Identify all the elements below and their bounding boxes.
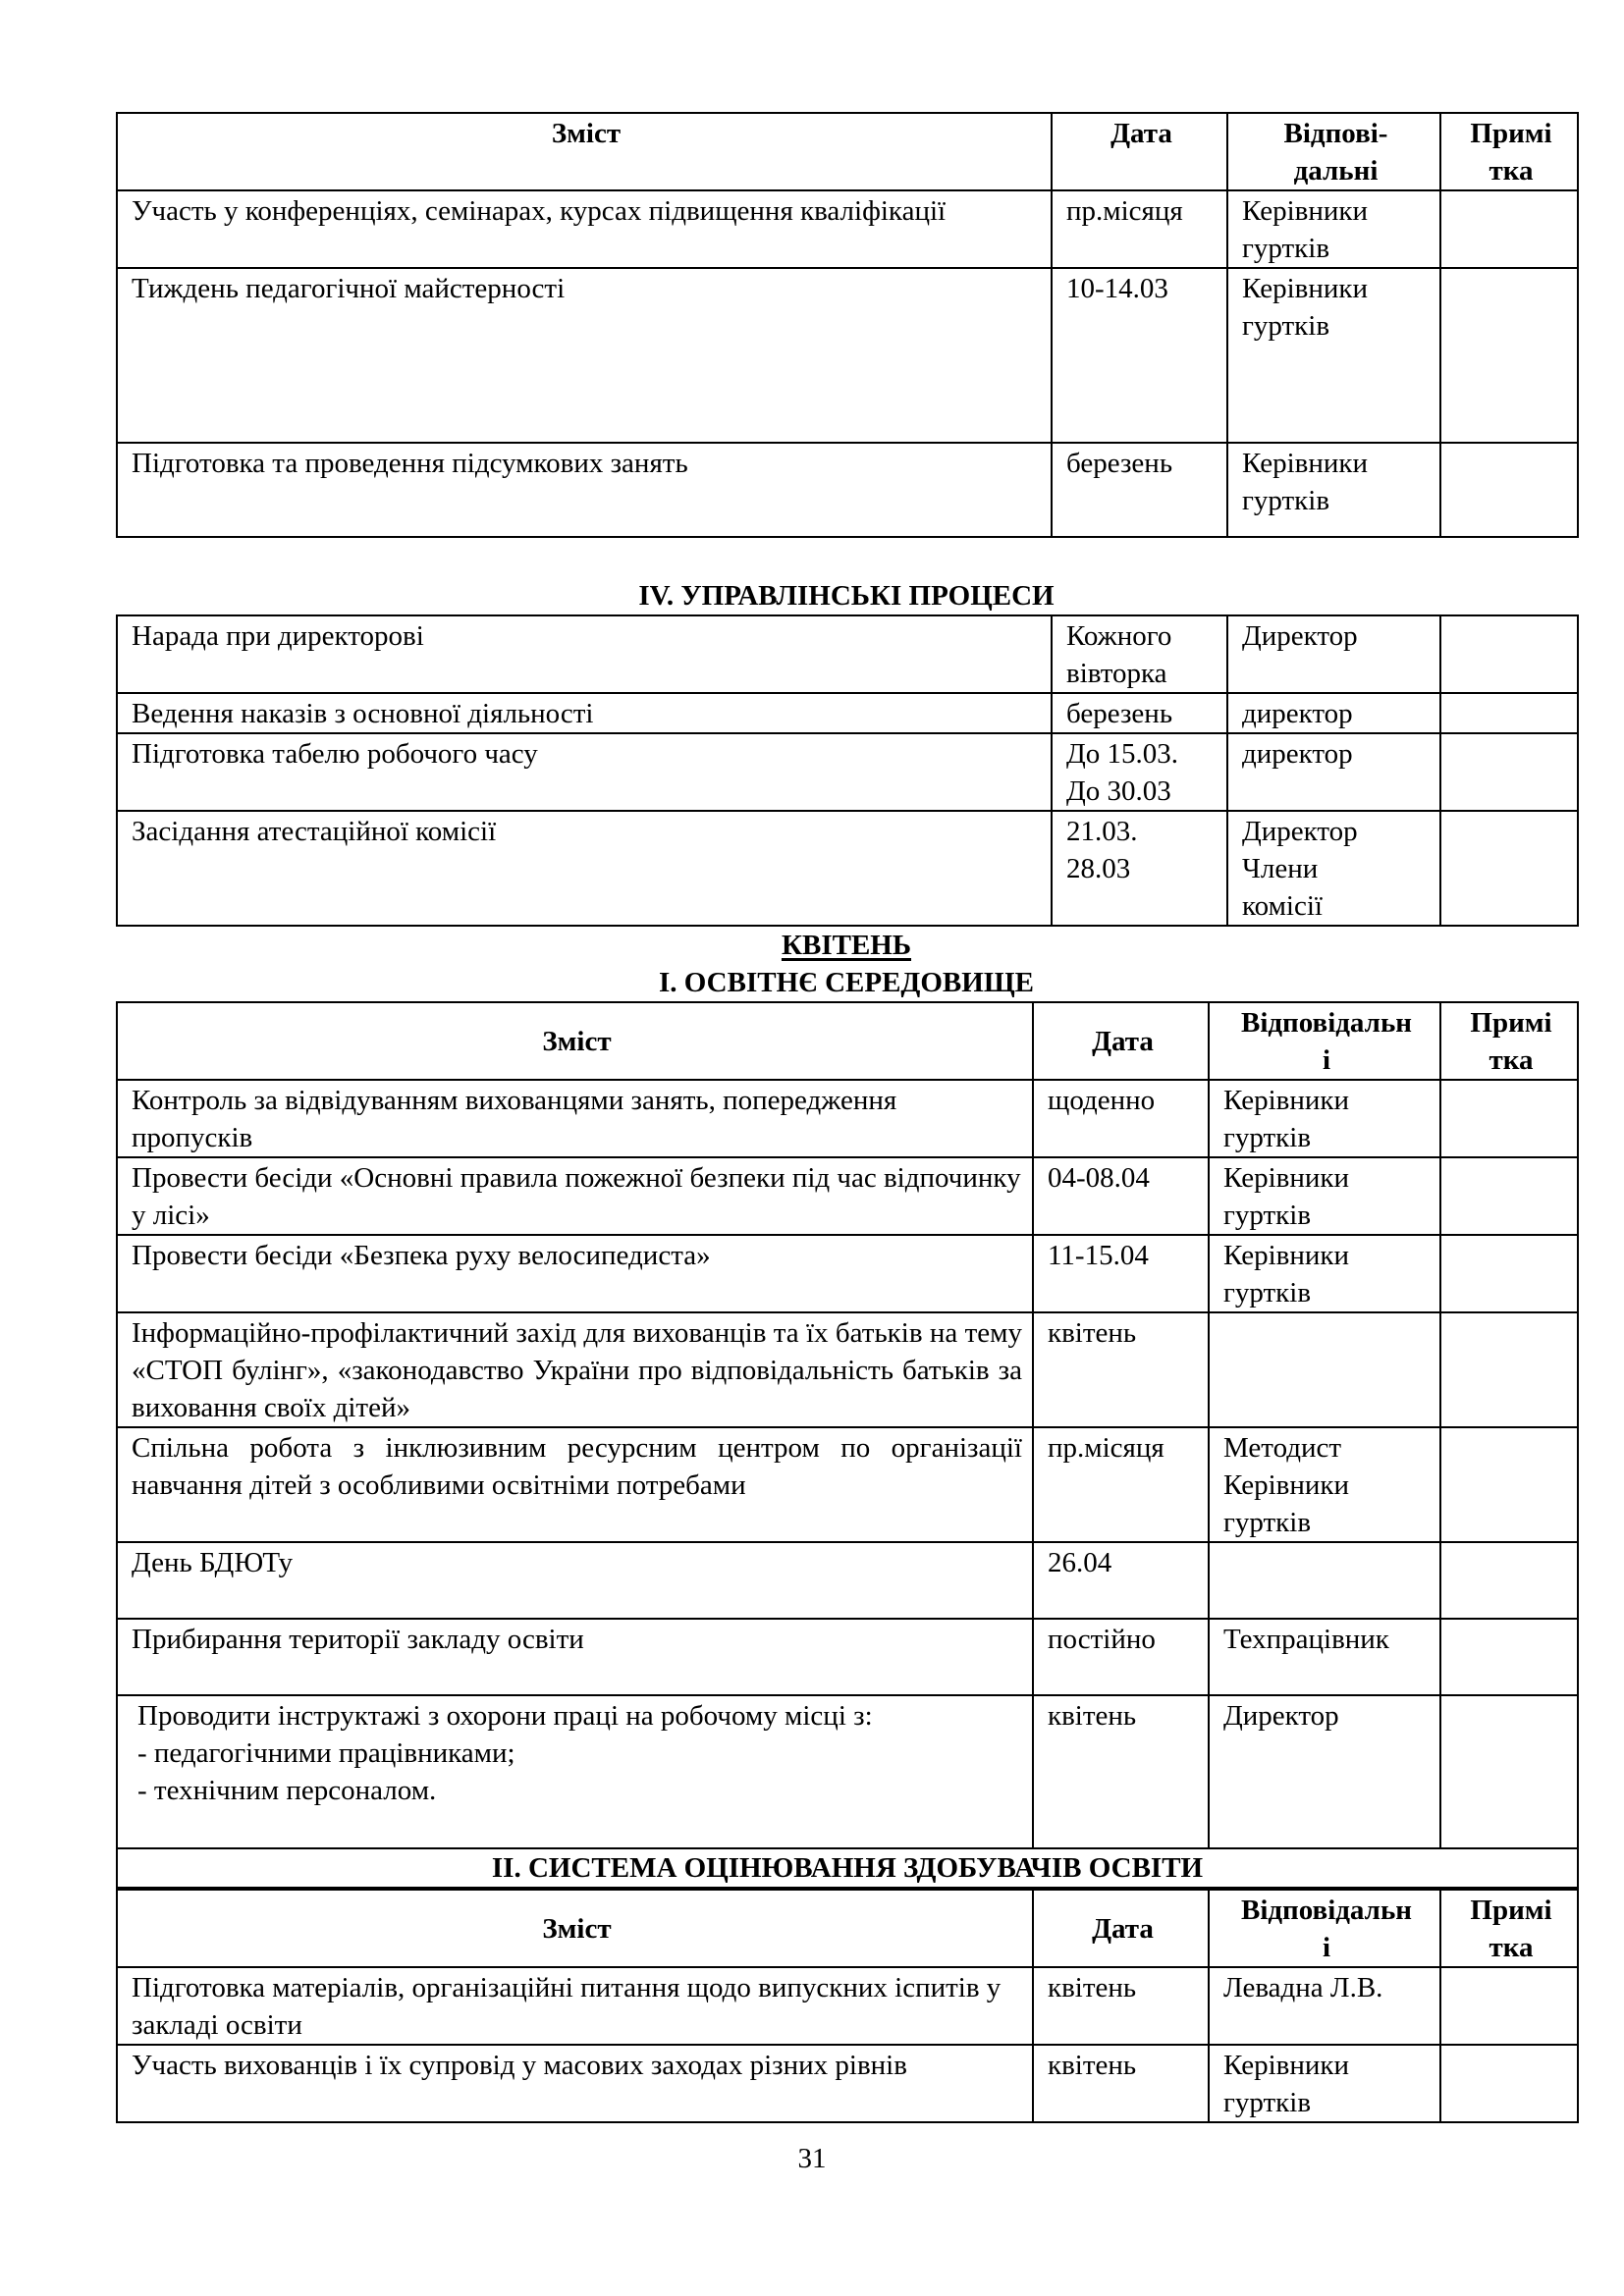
cell-content: Провести бесіди «Основні правила пожежної безпеки під час відпочинку у лісі»	[117, 1157, 1033, 1235]
cell-note	[1440, 190, 1578, 268]
document-page	[116, 112, 1577, 2123]
header-note: Примі тка	[1440, 1889, 1578, 1967]
environment-table	[116, 1001, 1579, 2123]
table-row	[117, 1695, 1578, 1848]
cell-note	[1440, 615, 1578, 693]
cell-content: Інформаційно-профілактичний захід для вихованців та їх батьків на тему «СТОП булінг», «законодавство України про відповідальність батьків за виховання своїх дітей»	[117, 1312, 1033, 1427]
table-row	[117, 268, 1578, 443]
cell-date: щоденно	[1033, 1080, 1209, 1157]
cell-date: 11-15.04	[1033, 1235, 1209, 1312]
cell-responsible	[1209, 1312, 1440, 1427]
cell-responsible: Керівники гуртків	[1209, 1157, 1440, 1235]
table-row	[117, 811, 1578, 926]
cell-responsible: директор	[1227, 733, 1440, 811]
list-item: - педагогічними працівниками;	[137, 1737, 515, 1769]
table-row	[117, 693, 1578, 733]
cell-date: квітень	[1033, 1967, 1209, 2045]
cell-content: Контроль за відвідуванням вихованцями занять, попередження пропусків	[117, 1080, 1033, 1157]
cell-note	[1440, 443, 1578, 537]
header-date: Дата	[1052, 113, 1227, 190]
cell-responsible: Директор	[1227, 615, 1440, 693]
cell-note	[1440, 1695, 1578, 1848]
cell-note	[1440, 1235, 1578, 1312]
header-responsible: Відповідальн і	[1209, 1002, 1440, 1080]
cell-responsible: Керівники гуртків	[1209, 1080, 1440, 1157]
cell-note	[1440, 1157, 1578, 1235]
methodical-work-table	[116, 112, 1579, 538]
section-title-assessment: ІІ. СИСТЕМА ОЦІНЮВАННЯ ЗДОБУВАЧІВ ОСВІТИ	[117, 1848, 1578, 1889]
cell-responsible: Керівники гуртків	[1209, 1235, 1440, 1312]
cell-date: квітень	[1033, 2045, 1209, 2122]
header-note: Примі тка	[1440, 1002, 1578, 1080]
header-date: Дата	[1033, 1889, 1209, 1967]
cell-responsible: Керівники гуртків	[1227, 190, 1440, 268]
table-row	[117, 1157, 1578, 1235]
cell-content: Провести бесіди «Безпека руху велосипедиста»	[117, 1235, 1033, 1312]
cell-date: квітень	[1033, 1695, 1209, 1848]
table-row	[117, 733, 1578, 811]
cell-note	[1440, 268, 1578, 443]
header-content: Зміст	[117, 113, 1052, 190]
cell-responsible: Керівники гуртків	[1227, 268, 1440, 443]
list-item: - технічним персоналом.	[137, 1775, 437, 1806]
table-row	[117, 443, 1578, 537]
cell-responsible: Техпрацівник	[1209, 1619, 1440, 1695]
table-row	[117, 1235, 1578, 1312]
cell-date: 26.04	[1033, 1542, 1209, 1619]
table-row	[117, 1542, 1578, 1619]
cell-note	[1440, 1080, 1578, 1157]
cell-content: Нарада при директорові	[117, 615, 1052, 693]
cell-date: 04-08.04	[1033, 1157, 1209, 1235]
cell-responsible: Левадна Л.В.	[1209, 1967, 1440, 2045]
header-responsible: Відповідальн і	[1209, 1889, 1440, 1967]
cell-content: Підготовка та проведення підсумкових занять	[117, 443, 1052, 537]
cell-note	[1440, 693, 1578, 733]
table-row	[117, 1080, 1578, 1157]
management-table	[116, 614, 1579, 927]
table-row	[117, 1967, 1578, 2045]
cell-note	[1440, 1312, 1578, 1427]
header-note: Примі тка	[1440, 113, 1578, 190]
month-heading: КВІТЕНЬ	[781, 930, 912, 961]
cell-date: квітень	[1033, 1312, 1209, 1427]
table-row	[117, 190, 1578, 268]
table-header-row	[117, 1889, 1578, 1967]
cell-responsible	[1209, 1542, 1440, 1619]
table-row	[117, 1312, 1578, 1427]
cell-date: 10-14.03	[1052, 268, 1227, 443]
cell-date: 21.03. 28.03	[1052, 811, 1227, 926]
cell-content: Ведення наказів з основної діяльності	[117, 693, 1052, 733]
section-row	[117, 1848, 1578, 1889]
cell-date: пр.місяця	[1052, 190, 1227, 268]
cell-content: Прибирання території закладу освіти	[117, 1619, 1033, 1695]
section-title-management: IV. УПРАВЛІНСЬКІ ПРОЦЕСИ	[638, 580, 1055, 612]
cell-note	[1440, 733, 1578, 811]
instruction-text: Проводити інструктажі з охорони праці на робочому місці з:	[137, 1700, 873, 1732]
table-row	[117, 1427, 1578, 1542]
table-row	[117, 1619, 1578, 1695]
section-title-environment: І. ОСВІТНЄ СЕРЕДОВИЩЕ	[658, 967, 1035, 998]
table-row	[117, 2045, 1578, 2122]
cell-date: До 15.03. До 30.03	[1052, 733, 1227, 811]
cell-responsible: директор	[1227, 693, 1440, 733]
cell-content: Спільна робота з інклюзивним ресурсним центром по організації навчання дітей з особливими освітніми потребами	[117, 1427, 1033, 1542]
cell-note	[1440, 1427, 1578, 1542]
cell-note	[1440, 1619, 1578, 1695]
header-content: Зміст	[117, 1002, 1033, 1080]
header-content: Зміст	[117, 1889, 1033, 1967]
cell-note	[1440, 1967, 1578, 2045]
table-row	[117, 615, 1578, 693]
cell-date: постійно	[1033, 1619, 1209, 1695]
cell-date: Кожного вівторка	[1052, 615, 1227, 693]
cell-content	[117, 1695, 1033, 1848]
cell-responsible: Керівники гуртків	[1209, 2045, 1440, 2122]
cell-content: Підготовка табелю робочого часу	[117, 733, 1052, 811]
cell-date: березень	[1052, 693, 1227, 733]
cell-responsible: Директор Члени комісії	[1227, 811, 1440, 926]
table-header-row	[117, 1002, 1578, 1080]
cell-content: Тиждень педагогічної майстерності	[117, 268, 1052, 443]
cell-content: День БДЮТу	[117, 1542, 1033, 1619]
table-header-row	[117, 113, 1578, 190]
cell-content: Участь вихованців і їх супровід у масових заходах різних рівнів	[117, 2045, 1033, 2122]
cell-content: Підготовка матеріалів, організаційні питання щодо випускних іспитів у закладі освіти	[117, 1967, 1033, 2045]
header-date: Дата	[1033, 1002, 1209, 1080]
cell-date: пр.місяця	[1033, 1427, 1209, 1542]
header-responsible: Відпові- дальні	[1227, 113, 1440, 190]
cell-date: березень	[1052, 443, 1227, 537]
cell-note	[1440, 1542, 1578, 1619]
cell-note	[1440, 811, 1578, 926]
cell-note	[1440, 2045, 1578, 2122]
cell-responsible: Методист Керівники гуртків	[1209, 1427, 1440, 1542]
cell-responsible: Керівники гуртків	[1227, 443, 1440, 537]
cell-content: Засідання атестаційної комісії	[117, 811, 1052, 926]
cell-content: Участь у конференціях, семінарах, курсах підвищення кваліфікації	[117, 190, 1052, 268]
page-number: 31	[797, 2143, 827, 2174]
cell-responsible: Директор	[1209, 1695, 1440, 1848]
